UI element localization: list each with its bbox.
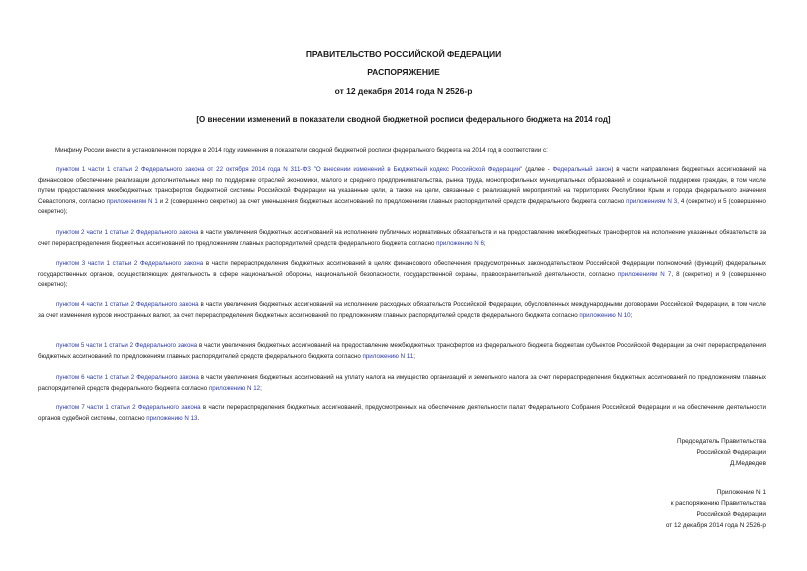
intro-paragraph: Минфину России внести в установленном порядке в 2014 году изменения в показатели сводной бюджетной росписи федерального бюджета на 2014 год в соответствии с: — [55, 147, 548, 154]
appendix-country: Российской Федерации — [696, 511, 766, 518]
law-link-item-3[interactable]: пунктом 3 части 1 статьи 2 Федерального закона — [56, 260, 204, 267]
text-segment: , 8 (секретно) и 9 (совершенно секретно); — [38, 270, 766, 289]
law-link-item-1[interactable]: пунктом 1 части 1 статьи 2 Федерального закона от 22 октября 2014 года N 311-ФЗ "О внесении изменений в Бюджетный кодекс Российской Федерации" — [56, 166, 523, 173]
text-segment: ; — [483, 239, 486, 247]
text-segment: в части увеличения бюджетных ассигнований на исполнение публичных нормативных обязательств и на предоставление межбюджетных трансфертов на исполнение указанных обязательств за счет перераспределения бюджетных ассигнований по предложениям главных распорядителей средств федерального бюджета согласно — [38, 229, 767, 247]
appendix-7-link[interactable]: приложениям N 7 — [617, 270, 672, 278]
law-link-item-2[interactable]: пунктом 2 части 1 статьи 2 Федерального закона — [56, 229, 199, 236]
appendix-reference: к распоряжению Правительства — [670, 500, 766, 507]
paragraph-item-4 — [38, 300, 766, 321]
law-link-item-7[interactable]: пунктом 7 части 1 статьи 2 Федерального закона — [56, 404, 201, 411]
appendix-header — [566, 487, 766, 531]
appendix-10-link[interactable]: приложению N 10 — [579, 311, 631, 319]
appendix-11-link[interactable]: приложению N 11 — [362, 352, 414, 360]
appendix-date: от 12 декабря 2014 года N 2526-р — [665, 522, 766, 529]
text-segment: . — [197, 414, 200, 422]
law-link-item-4[interactable]: пунктом 4 части 1 статьи 2 Федерального закона — [56, 301, 199, 308]
paragraph-item-1 — [38, 165, 766, 218]
text-segment: в части перераспределения бюджетных ассигнований, предусмотренных на обеспечение деятельности палат Федерального Собрания Российской Федерации и на обеспечение деятельности органов судебной системы, согласно — [38, 404, 766, 422]
text-segment: ) в части направления бюджетных ассигнований на финансовое обеспечение реализации дополнительных мер по поддержке отраслей экономики, малого и среднего предпринимательства, рынка труда, монопрофильных муниципальных образований и социальной поддержке граждан, в том числе путем предоставления межбюджетных трансфертов бюджетной системы Российской Федерации на указанные цели, а также на цели, связанные с реализацией мероприятий на территориях Республики Крым и города федерального значения Севастополя, согласно — [38, 166, 767, 205]
law-link-item-6[interactable]: пунктом 6 части 1 статьи 2 Федерального закона — [56, 374, 199, 381]
text-segment: в части увеличения бюджетных ассигнований на уплату налога на имущество организаций и земельного налога за счет перераспределения бюджетных ассигнований по предложениям главных распорядителей средств федерального бюджета согласно — [38, 374, 766, 392]
paragraph-item-3 — [38, 259, 766, 291]
text-segment: (далее - — [522, 166, 553, 173]
text-segment: ; — [260, 384, 262, 392]
appendix-6-link[interactable]: приложению N 6 — [436, 239, 484, 247]
appendix-number: Приложение N 1 — [716, 489, 766, 496]
appendix-13-link[interactable]: приложению N 13 — [146, 414, 198, 422]
text-segment: ; — [413, 352, 415, 360]
signature-name: Д.Медведев — [729, 460, 766, 467]
signature-block — [566, 436, 766, 469]
appendix-1-link[interactable]: приложениям N 1 — [106, 197, 158, 205]
text-segment: в части перераспределения бюджетных ассигнований в целях финансового обеспечения предусмотренных законодательством Российской Федерации полномочий (функций) федеральных государственных органов, осуществляющих деятельность в сфере национальной обороны, национальной безопасности, государственной охраны, правоохранительной деятельности, согласно — [38, 260, 766, 278]
text-segment: ; — [630, 311, 633, 319]
document-date-number: от 12 декабря 2014 года N 2526-р — [334, 86, 473, 96]
signature-country: Российской Федерации — [696, 449, 766, 456]
document-type-heading: РАСПОРЯЖЕНИЕ — [367, 67, 440, 77]
document-title: [О внесении изменений в показатели сводной бюджетной росписи федерального бюджета на 2014 год] — [196, 115, 611, 124]
text-segment: в части увеличения бюджетных ассигнований на предоставление межбюджетных трансфертов из федерального бюджета бюджетам субъектов Российской Федерации за счет перераспределения бюджетных ассигнований по предложениям главных распорядителей средств федерального бюджета согласно — [38, 342, 766, 360]
text-segment: в части увеличения бюджетных ассигнований на исполнение расходных обязательств Российской Федерации, обусловленных международными договорами Российской Федерации, в том числе за счет изменения курсов иностранных валют, за счет перераспределения бюджетных ассигнований по предложениям главных распорядителей средств федерального бюджета согласно — [38, 301, 766, 319]
text-segment: и 2 (совершенно секретно) за счет уменьшения бюджетных ассигнований по предложениям главных распорядителей средств федерального бюджета согласно — [157, 197, 627, 205]
federal-law-link[interactable]: Федеральный закон — [552, 166, 612, 173]
text-segment: , 4 (секретно) и 5 (совершенно секретно); — [38, 197, 766, 216]
paragraph-item-6 — [38, 373, 766, 394]
appendix-3-link[interactable]: приложениям N 3 — [626, 197, 678, 205]
paragraph-item-2 — [38, 228, 766, 249]
law-link-item-5[interactable]: пунктом 5 части 1 статьи 2 Федерального закона — [56, 342, 198, 349]
signature-position: Председатель Правительства — [677, 438, 766, 445]
appendix-12-link[interactable]: приложению N 12 — [208, 384, 261, 392]
government-heading: ПРАВИТЕЛЬСТВО РОССИЙСКОЙ ФЕДЕРАЦИИ — [305, 49, 502, 59]
paragraph-item-7 — [38, 403, 766, 424]
paragraph-item-5 — [38, 341, 766, 362]
